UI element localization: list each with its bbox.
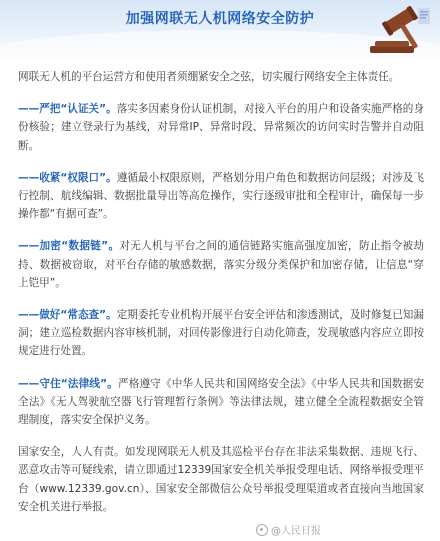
watermark-text: @人民日报 <box>271 526 321 537</box>
section-text: 落实多因素身份认证机制，对接入平台的用户和设备实施严格的身份核验；建立登录行为基线，对异常IP、异常时段、异常频次的访问实时告警并自动阻断。 <box>18 103 424 152</box>
section-encryption <box>18 237 424 292</box>
section-heading: ——加密“数据链”。 <box>18 240 120 253</box>
section-heading: ——严把“认证关”。 <box>18 103 117 116</box>
section-text: 严格遵守《中华人民共和国网络安全法》《中华人民共和国数据安全法》《无人驾驶航空器飞行管理暂行条例》等法律法规，建立健全全流程数据安全管理制度，落实安全保护义务。 <box>18 377 424 427</box>
section-heading: ——收紧“权限口”。 <box>18 171 117 184</box>
section-auth <box>18 100 424 155</box>
header-banner <box>0 0 440 58</box>
section-text: 定期委托专业机构开展平台安全评估和渗透测试，及时修复已知漏洞；建立巡检数据内容审核机制，对回传影像进行自动化筛查，发现敏感内容应立即按规定进行处置。 <box>18 309 424 358</box>
watermark <box>256 522 321 537</box>
section-text: 对无人机与平台之间的通信链路实施高强度加密，防止指令被劫持、数据被窃取，对平台存储的敏感数据，落实分级分类保护和加密存储，让信息“穿上铠甲”。 <box>18 240 424 289</box>
gavel-icon <box>362 4 434 56</box>
section-heading: ——守住“法律线”。 <box>18 377 118 390</box>
section-inspection <box>18 306 424 361</box>
section-law <box>18 375 424 430</box>
section-heading: ——做好“常态查”。 <box>18 309 117 322</box>
section-permissions <box>18 169 424 224</box>
section-text: 遵循最小权限原则，严格划分用户角色和数据访问层级；对涉及飞行控制、航线编辑、数据批量导出等高危操作，实行逐级审批和全程审计，确保每一步操作都“有据可查”。 <box>18 171 424 221</box>
weibo-logo-icon <box>256 524 268 536</box>
article-body <box>18 68 424 530</box>
closing-paragraph: 国家安全，人人有责。如发现网联无人机及其巡检平台存在非法采集数据、违规飞行、恶意攻击等可疑线索，请立即通过12339国家安全机关举报受理电话、网络举报受理平台（www.12339.gov.cn）、国家安全部微信公众号举报受理渠道或者直接向当地国家安全机关进行举报。 <box>18 446 424 513</box>
intro-paragraph: 网联无人机的平台运营方和使用者须绷紧安全之弦，切实履行网络安全主体责任。 <box>18 71 400 83</box>
page-title: 加强网联无人机网络安全防护 <box>125 11 315 27</box>
